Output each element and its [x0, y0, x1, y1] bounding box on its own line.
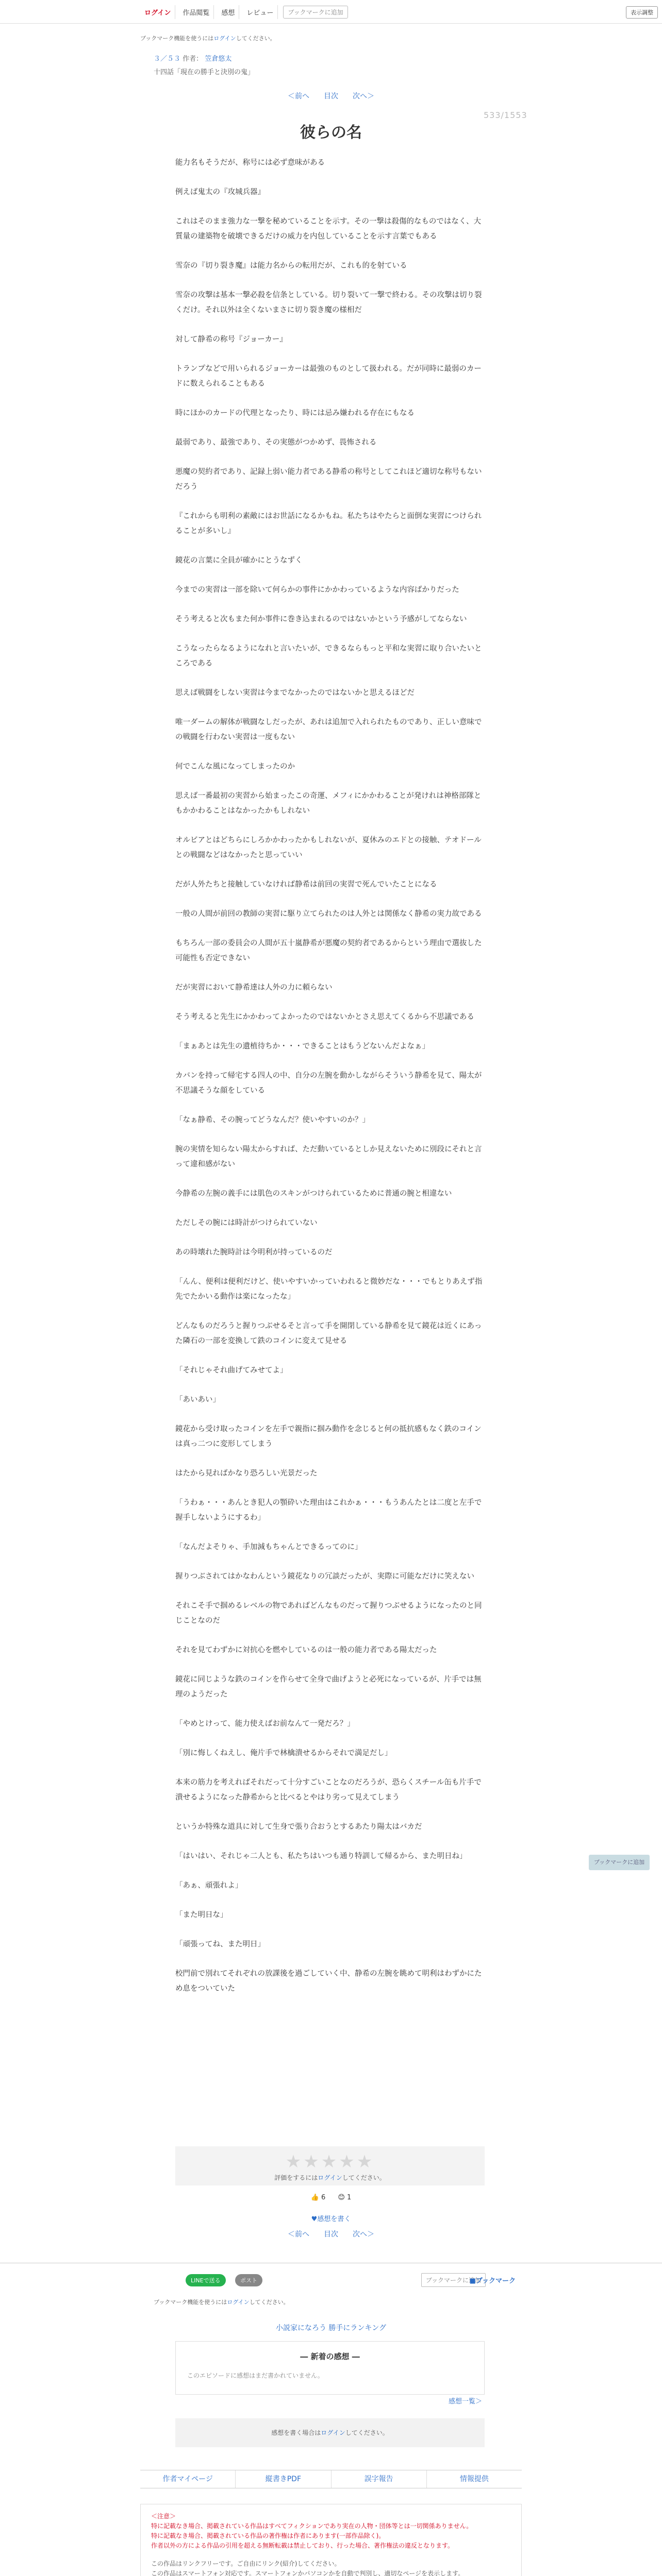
works-link[interactable]: 作品閲覧 [178, 5, 214, 19]
novel-paragraph: ただしその腕には時計がつけられていない [175, 1219, 318, 1227]
write-impression-box [175, 2418, 485, 2447]
review-link[interactable]: レビュー [242, 5, 278, 19]
rating-notice-text: 評価をするには [274, 2174, 318, 2181]
display-settings-button[interactable]: 表示調整 [626, 6, 658, 19]
prev-link-bottom[interactable]: ＜前へ [288, 2230, 309, 2239]
novel-paragraph: トランプなどで用いられるジョーカーは最強のものとして扱われる。だが同時に最弱のカードに数えられることもある [175, 365, 482, 388]
series-info [154, 53, 231, 63]
pager-top [0, 91, 662, 101]
novel-paragraph: 最弱であり、最強であり、その実態がつかめず、畏怖される [175, 438, 377, 447]
bookmark-notice-bottom-suffix: してください。 [249, 2299, 289, 2306]
novel-paragraph: 雪奈の攻撃は基本一撃必殺を信条としている。切り裂いて一撃で終わる。その攻撃は切り裂くだけ。それ以外は全くないまさに切り裂き魔の様相だ [175, 291, 482, 314]
novel-paragraph: 唯一ダームの解体が戦闘なしだったが、あれは追加で入れられたものであり、正しい意味での戦闘を行わない実習は一度もない [175, 718, 482, 741]
novel-paragraph: 「別に悔しくねえし、俺片手で林檎潰せるからそれで満足だし」 [175, 1749, 392, 1757]
novel-paragraph: 一般の人間が前回の教師の実習に駆り立てられたのは人外とは関係なく静希の実力故である [175, 910, 482, 918]
novel-paragraph: どんなものだろうと握りつぶせるそと言って手を開閉している静希を見て鏡花は近くにあった隣石の一部を変換して鉄のコインに変えて見せる [175, 1322, 482, 1345]
novel-paragraph: もちろん一部の委員会の人間が五十嵐静希が悪魔の契約者であるからという理由で選抜した可能性も否定できない [175, 939, 482, 962]
bookmark-notice-bottom [154, 2298, 289, 2306]
novel-paragraph: はたから見ればかなり恐ろしい光景だった [175, 1469, 318, 1478]
like-reaction[interactable]: 👍 6 [310, 2194, 326, 2201]
novel-paragraph: 今静希の左腕の義手には肌色のスキンがつけられているために普通の腕と相違ない [175, 1190, 452, 1198]
novel-paragraph: 何でこんな風になってしまったのか [175, 762, 295, 771]
author-link[interactable]: 笠倉悠太 [205, 55, 232, 63]
toc-link-bottom[interactable]: 目次 [324, 2230, 338, 2239]
footer-links [140, 2470, 522, 2488]
author-mypage-link[interactable]: 作者マイページ [140, 2470, 236, 2488]
notice-line: この作品はリンクフリーです。ご自由にリンク(紹介)してください。 [151, 2560, 341, 2567]
impressions-link[interactable]: 感想 [217, 5, 239, 19]
new-impressions-title: ― 新着の感想 ― [300, 2352, 360, 2361]
share-bar [186, 2270, 516, 2291]
episode-title: 彼らの名 [300, 124, 362, 142]
novel-paragraph: そう考えると次もまた何か事件に巻き込まれるのではないかという予感がしてならない [175, 615, 467, 623]
novel-paragraph: 「あいあい」 [175, 1396, 220, 1404]
novel-paragraph: あの時壊れた腕時計は今明利が持っているのだ [175, 1248, 333, 1257]
novel-paragraph: 「頑張ってね、また明日」 [175, 1940, 265, 1948]
rating-notice-suffix: してください。 [342, 2174, 386, 2181]
new-impressions-empty: このエピソードに感想はまだ書かれていません。 [187, 2372, 324, 2379]
reactions [0, 2194, 662, 2201]
novel-paragraph: それを見てわずかに対抗心を燃やしているのは一般の能力者である陽太だった [175, 1646, 437, 1654]
ranking-link[interactable]: 小説家になろう 勝手にランキング [275, 2324, 387, 2332]
vertical-pdf-link[interactable]: 縦書きPDF [236, 2470, 331, 2488]
novel-paragraph: 鏡花に同じような鉄のコインを作らせて全身で曲げようと必死になっているが、片手では無理のようだった [175, 1675, 482, 1699]
novel-paragraph: だが人外たちと接触していなければ静希は前回の実習で死んでいたことになる [175, 880, 437, 889]
bookmark-add-button[interactable]: ブックマークに追加 [283, 6, 347, 19]
typo-report-link[interactable]: 誤字報告 [332, 2470, 427, 2488]
novel-paragraph: カバンを持って帰宅する四人の中、自分の左腕を動かしながらそういう静希を見て、陽太が不思議そうな顔をしている [175, 1072, 482, 1095]
prev-link[interactable]: ＜前へ [288, 92, 309, 100]
top-nav-bar [0, 0, 662, 24]
write-impression-login[interactable]: ログイン [321, 2429, 345, 2436]
novel-paragraph: だが実習において静希達は人外の力に頼らない [175, 984, 333, 992]
impressions-list-link[interactable]: 感想一覧＞ [449, 2398, 483, 2405]
novel-paragraph: 「あぁ、頑張れよ」 [175, 1882, 243, 1890]
novel-body [175, 156, 485, 2011]
rating-notice [175, 2173, 485, 2182]
new-impressions-box [175, 2341, 485, 2395]
novel-paragraph: 雪奈の『切り裂き魔』は能力名からの転用だが、これも的を射ている [175, 262, 407, 270]
novel-paragraph: というか特殊な道具に対して生身で張り合おうとするあたり陽太はバカだ [175, 1823, 422, 1831]
novel-paragraph: そう考えると先生にかかわってよかったのではないかとさえ思えてくるから不思議である [175, 1013, 474, 1021]
novel-paragraph: 握りつぶされてはかなわんという鏡花なりの冗談だったが、実際に可能なだけに笑えない [175, 1572, 474, 1581]
bookmark-link[interactable]: ■ブックマーク [469, 2277, 516, 2285]
page-number: 533/1553 [484, 110, 527, 120]
novel-paragraph: 「やめとけって、能力使えばお前なんて一発だろ？」 [175, 1720, 355, 1728]
pager-bottom [0, 2229, 662, 2239]
novel-paragraph: 対して静希の称号『ジョーカー』 [175, 335, 287, 344]
rating-stars[interactable]: ★★★★★ [285, 2151, 375, 2172]
novel-paragraph: オルビアとはどちらにしろかかわったかもしれないが、夏休みのエドとの接触、テオドールとの戦闘などはなかったと思っていい [175, 836, 482, 859]
novel-paragraph: 「なぁ静希、その腕ってどうなんだ？使いやすいのか？」 [175, 1116, 370, 1124]
novel-paragraph: 「なんだよそりゃ、手加減もちゃんとできるってのに」 [175, 1543, 362, 1551]
novel-paragraph: 鏡花から受け取ったコインを左手で親指に掴み動作を念じると何の抵抗感もなく鉄のコインは真っ二つに変形してしまう [175, 1425, 482, 1448]
write-impression-text: 感想を書く場合は [271, 2429, 321, 2436]
next-link[interactable]: 次へ＞ [353, 92, 374, 100]
author-label: 作者： [183, 55, 203, 63]
write-impression-suffix: してください。 [345, 2429, 389, 2436]
notice-line: 特に記載なき場合、掲載されている作品はすべてフィクションであり実在の人物・団体等とは一切関係ありません。 [151, 2522, 473, 2530]
novel-paragraph: 本来の筋力を考えればそれだって十分すごいことなのだろうが、恐らくスチール缶も片手で潰せるようになった静希からと比べるとやはり劣って見えてしまう [175, 1778, 482, 1802]
novel-paragraph: 時にほかのカードの代理となったり、時には忌み嫌われる存在にもなる [175, 409, 415, 417]
notice-line: この作品はスマートフォン対応です。スマートフォンかパソコンかを自動で判別し、適切なページを表示します。 [151, 2570, 465, 2576]
novel-paragraph: 悪魔の契約者であり、記録上弱い能力者である静希の称号としてこれほど適切な称号もないだろう [175, 468, 482, 491]
toc-link[interactable]: 目次 [324, 92, 338, 100]
login-link[interactable]: ログイン [140, 5, 175, 19]
novel-paragraph: 「まぁあとは先生の遺植待ちか・・・できることはもうどないんだよなぁ」 [175, 1042, 429, 1050]
novel-paragraph: 「それじゃそれ曲げてみせてよ」 [175, 1366, 288, 1375]
bookmark-notice [140, 34, 522, 42]
novel-paragraph: これはそのまま強力な一撃を秘めていることを示す。その一撃は殺傷的なものではなく、大質量の建築物を破壊できるだけの威力を内包していることを示す言葉でもある [175, 217, 482, 241]
info-provide-link[interactable]: 情報提供 [459, 2475, 489, 2483]
next-link-bottom[interactable]: 次へ＞ [353, 2230, 374, 2239]
rating-box [175, 2146, 485, 2185]
novel-paragraph: こうなったらなるようになれと言いたいが、できるならもっと平和な実習に取り合いたいところである [175, 645, 482, 668]
novel-paragraph: 「また明日な」 [175, 1911, 228, 1919]
bookmark-notice-bottom-login[interactable]: ログイン [227, 2299, 250, 2306]
novel-paragraph: 思えば一番最初の実習から始まったこの奇運、メフィにかかわることが発けれは神格部隊ともかかわることはなかったかもしれない [175, 792, 482, 815]
novel-paragraph: 今までの実習は一部を除いて何らかの事件にかかわっているような内容ばかりだった [175, 586, 459, 594]
bookmark-notice-suffix: してください。 [236, 35, 276, 42]
novel-paragraph: 例えば鬼太の『攻城兵器』 [175, 188, 265, 196]
x-share-button[interactable]: ポスト [235, 2274, 262, 2286]
bookmark-add-button-bottom[interactable]: ブックマークに追加 [421, 2273, 486, 2287]
novel-paragraph: 『これからも明利の素敵にはお世話になるかもね。私たちはやたらと面倒な実習につけられることが多いし』 [175, 512, 482, 535]
bookmark-notice-bottom-text: ブックマーク機能を使うには [154, 2299, 227, 2306]
write-impression-link[interactable]: ♥感想を書く [311, 2215, 351, 2223]
novel-paragraph: 校門前で別れてそれぞれの放課後を過ごしていく中、静希の左腕を眺めて明利はわずかにため息をついていた [175, 1970, 482, 1993]
novel-paragraph: 能力名もそうだが、称号には必ず意味がある [175, 159, 325, 167]
notice-box [140, 2504, 522, 2576]
rating-login-link[interactable]: ログイン [318, 2174, 342, 2181]
notice-head: ＜注意＞ [151, 2513, 176, 2520]
novel-paragraph: 「うわぁ・・・あんとき犯人の顎砕いた理由はこれかぁ・・・もうあんたとは二度と左手で握手しないようにするわ」 [175, 1499, 482, 1522]
chapter-title: 十四話「現在の勝手と決別の鬼」 [154, 69, 255, 76]
floating-bookmark-button[interactable]: ブックマークに追加 [589, 1855, 650, 1870]
novel-paragraph: 「はいはい、それじゃ二人とも、私たちはいつも通り特訓して帰るから、また明日ね」 [175, 1852, 467, 1860]
novel-paragraph: 鏡花の言葉に全員が確かにとうなずく [175, 556, 303, 565]
episode-number: ３／５３ [154, 55, 181, 63]
bookmark-notice-login-link[interactable]: ログイン [213, 35, 236, 42]
laugh-reaction[interactable]: 😊 1 [338, 2194, 352, 2201]
novel-paragraph: 「んん、便利は便利だけど、使いやすいかっていわれると微妙だな・・・でもとりあえず指先でたかいる動作は楽になったな」 [175, 1278, 483, 1301]
novel-paragraph: それこそ手で掴めるレベルの物であればどんなものだって握りつぶせるようになったのと同じことなのだ [175, 1602, 482, 1625]
notice-line: 特に記載なき場合、掲載されている作品の著作権は作者にあります(一部作品除く)。 [151, 2532, 385, 2539]
novel-paragraph: 思えば戦闘をしない実習は今までなかったのではないかと思えるほどだ [175, 689, 415, 697]
notice-line: 作者以外の方による作品の引用を超える無断転載は禁止しており、行った場合、著作権法の違反となります。 [151, 2542, 454, 2549]
bookmark-notice-text: ブックマーク機能を使うには [140, 35, 214, 42]
line-share-button[interactable]: LINEで送る [186, 2274, 226, 2286]
novel-paragraph: 腕の実情を知らない陽太からすれば、ただ動いているとしか見えないために別段にそれと言って違和感がない [175, 1145, 482, 1168]
